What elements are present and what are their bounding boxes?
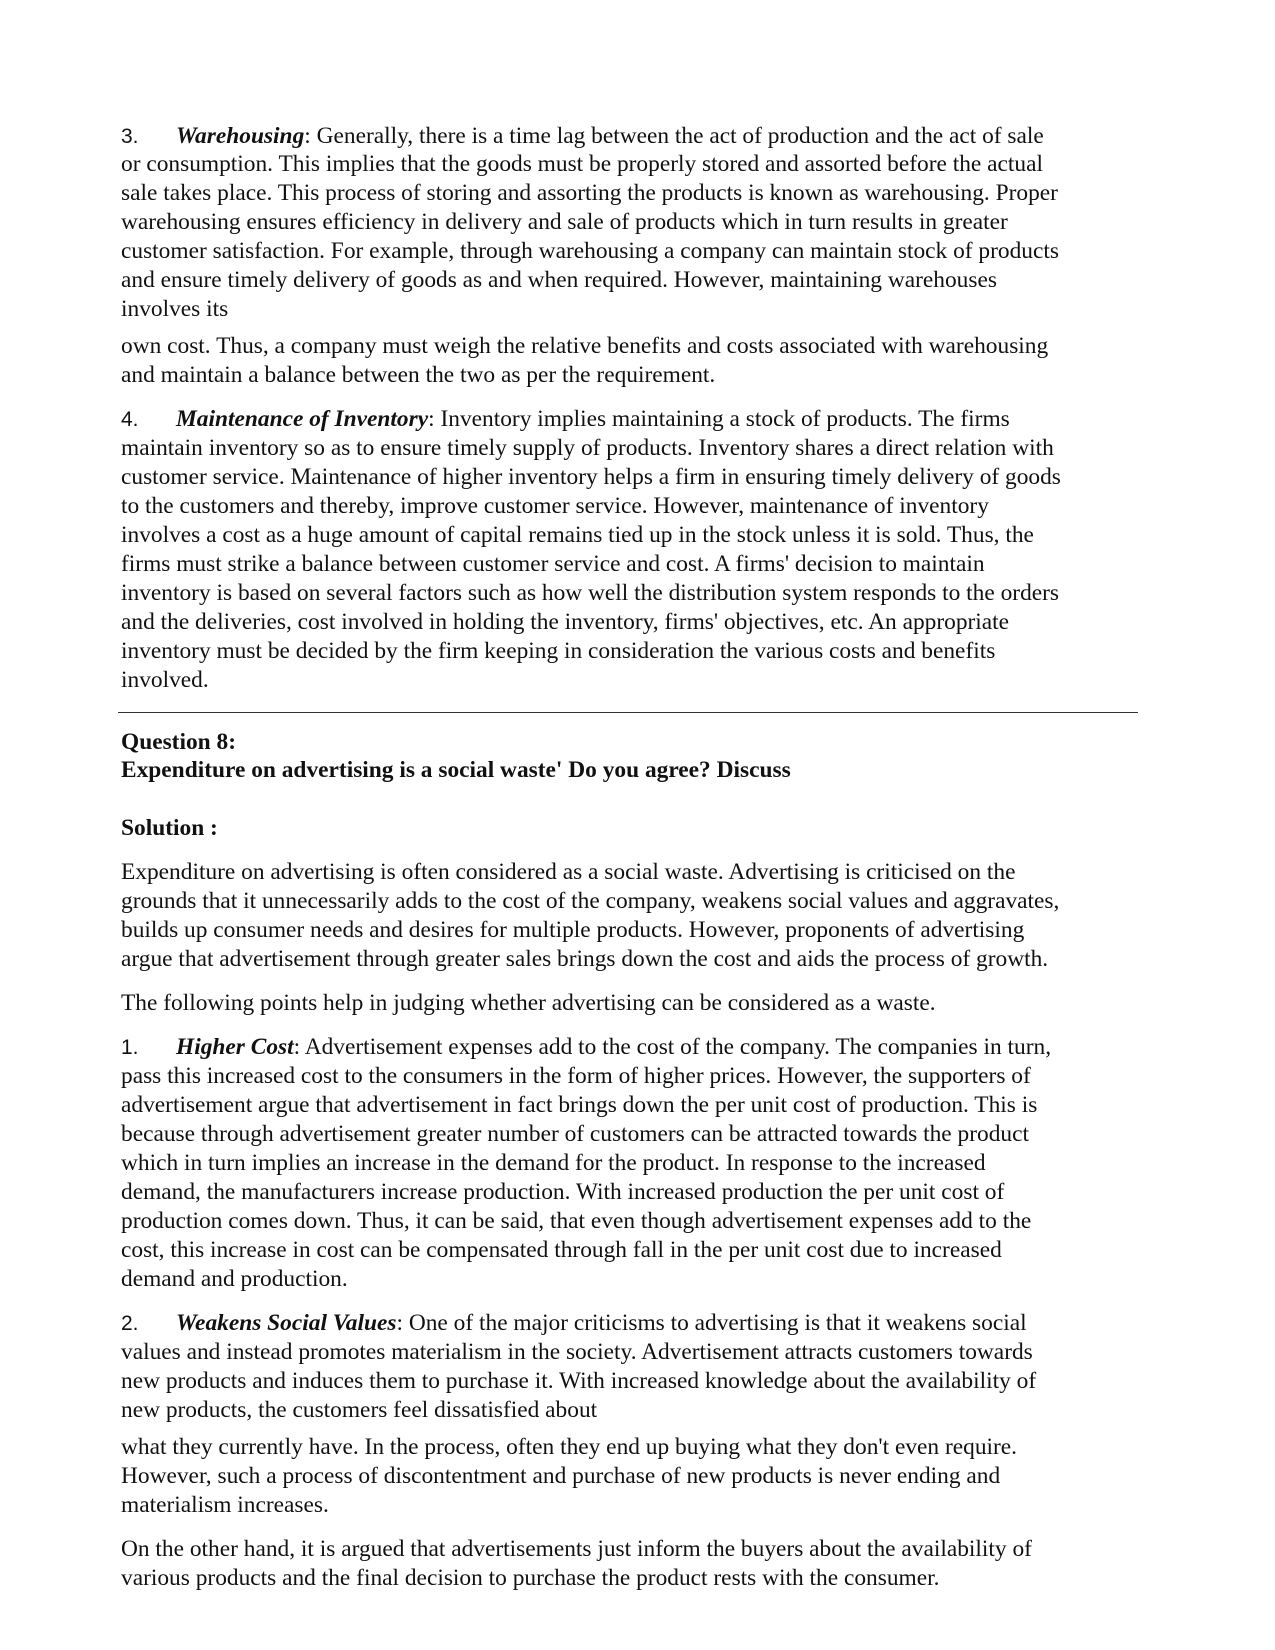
item-number: 4.	[121, 408, 139, 431]
text-line	[121, 405, 1010, 434]
line-text: cost, this increase in cost can be compensated through fall in the per unit cost due to increased	[121, 1237, 1002, 1263]
text-line	[121, 1491, 329, 1519]
item-number: 3.	[121, 125, 139, 148]
line-text: involves a cost as a huge amount of capital remains tied up in the stock unless it is sold. Thus, the	[121, 522, 1034, 548]
line-text: : One of the major criticisms to advertising is that it weakens social	[396, 1310, 1027, 1336]
heading-text: Question 8:	[121, 729, 237, 755]
text-line	[121, 122, 1044, 151]
line-text: because through advertisement greater number of customers can be attracted towards the product	[121, 1121, 1029, 1147]
line-text: However, such a process of discontentment and purchase of new products is never ending and	[121, 1463, 1001, 1489]
text-line	[121, 1149, 986, 1177]
line-text: warehousing ensures efficiency in delivery and sale of products which in turn results in greater	[121, 209, 1008, 235]
line-text: : Advertisement expenses add to the cost of the company. The companies in turn,	[293, 1034, 1052, 1060]
line-text: firms must strike a balance between customer service and cost. A firms' decision to maintain	[121, 551, 985, 577]
line-text: involves its	[121, 296, 229, 322]
line-text: and ensure timely delivery of goods as and when required. However, maintaining warehouses	[121, 267, 997, 293]
line-text: builds up consumer needs and desires for multiple products. However, proponents of advertising	[121, 917, 1025, 943]
line-text: what they currently have. In the process, often they end up buying what they don't even require.	[121, 1434, 1018, 1460]
heading-line	[121, 756, 791, 784]
line-text: to the customers and thereby, improve customer service. However, maintenance of inventory	[121, 493, 989, 519]
line-text: argue that advertisement through greater sales brings down the cost and aids the process of growth.	[121, 946, 1049, 972]
line-text: grounds that it unnecessarily adds to the cost of the company, weakens social values and aggravates,	[121, 888, 1060, 914]
text-line	[121, 1033, 1051, 1062]
text-line	[121, 332, 1048, 360]
text-line	[121, 945, 1048, 973]
text-line	[121, 1236, 1002, 1264]
line-text: Expenditure on advertising is often considered as a social waste. Advertising is criticised on the	[121, 859, 1016, 885]
line-text: demand, the manufacturers increase production. With increased production the per unit cost of	[121, 1179, 1005, 1205]
text-line	[121, 150, 1043, 178]
line-text: various products and the final decision to purchase the product rests with the consumer.	[121, 1565, 940, 1591]
text-line	[121, 208, 1008, 236]
line-text: and maintain a balance between the two as per the requirement.	[121, 362, 716, 388]
text-line	[121, 266, 997, 294]
text-line	[121, 666, 209, 694]
line-text: sale takes place. This process of storing and assorting the products is known as warehousing. Proper	[121, 180, 1058, 206]
line-text: which in turn implies an increase in the demand for the product. In response to the increased	[121, 1150, 986, 1176]
line-text: new products, the customers feel dissatisfied about	[121, 1397, 598, 1423]
text-line	[121, 1091, 1037, 1119]
text-line	[121, 858, 1015, 886]
line-text: production comes down. Thus, it can be said, that even though advertisement expenses add to the	[121, 1208, 1032, 1234]
line-text: and the deliveries, cost involved in holding the inventory, firms' objectives, etc. An appropriate	[121, 609, 1010, 635]
line-text: customer service. Maintenance of higher inventory helps a firm in ensuring timely delivery of goods	[121, 464, 1061, 490]
line-text: values and instead promotes materialism in the society. Advertisement attracts customers towards	[121, 1339, 1033, 1365]
line-text: demand and production.	[121, 1266, 348, 1292]
line-text: On the other hand, it is argued that advertisements just inform the buyers about the availability of	[121, 1536, 1032, 1562]
line-text: materialism increases.	[121, 1492, 329, 1518]
line-text: involved.	[121, 667, 209, 693]
text-line	[121, 608, 1009, 636]
text-line	[121, 1462, 1000, 1490]
line-text: inventory must be decided by the firm keeping in consideration the various costs and benefits	[121, 638, 996, 664]
text-line	[121, 1120, 1029, 1148]
text-line	[121, 1338, 1033, 1366]
line-text: maintain inventory so as to ensure timely supply of products. Inventory shares a direct relation with	[121, 435, 1054, 461]
item-title: Higher Cost	[176, 1034, 294, 1060]
text-line	[121, 1433, 1017, 1461]
line-text: : Generally, there is a time lag between the act of production and the act of sale	[304, 123, 1044, 149]
text-line	[121, 1367, 1036, 1395]
section-divider	[118, 712, 1138, 713]
line-text: The following points help in judging whether advertising can be considered as a waste.	[121, 990, 936, 1016]
line-text: new products and induces them to purchase it. With increased knowledge about the availability of	[121, 1368, 1037, 1394]
text-line	[121, 1535, 1032, 1563]
text-line	[121, 361, 715, 389]
text-line	[121, 637, 995, 665]
text-line	[121, 1062, 1031, 1090]
item-title: Maintenance of Inventory	[176, 406, 429, 432]
line-text: customer satisfaction. For example, through warehousing a company can maintain stock of products	[121, 238, 1059, 264]
text-line	[121, 1564, 939, 1592]
text-line	[121, 1265, 348, 1293]
item-title: Weakens Social Values	[176, 1310, 397, 1336]
text-line	[121, 1178, 1004, 1206]
item-title: Warehousing	[176, 123, 305, 149]
text-line	[121, 989, 936, 1017]
text-line	[121, 579, 1059, 607]
text-line	[121, 916, 1024, 944]
line-text: own cost. Thus, a company must weigh the relative benefits and costs associated with warehousing	[121, 333, 1049, 359]
text-line	[121, 295, 228, 323]
heading-line	[121, 814, 218, 842]
text-line	[121, 492, 989, 520]
heading-line	[121, 728, 236, 756]
text-line	[121, 1396, 597, 1424]
item-number: 1.	[121, 1036, 139, 1059]
line-text: or consumption. This implies that the goods must be properly stored and assorted before the actual	[121, 151, 1043, 177]
heading-text: Expenditure on advertising is a social waste' Do you agree? Discuss	[121, 757, 791, 783]
text-line	[121, 521, 1034, 549]
text-line	[121, 1207, 1031, 1235]
text-line	[121, 434, 1054, 462]
line-text: pass this increased cost to the consumers in the form of higher prices. However, the supporters of	[121, 1063, 1031, 1089]
heading-text: Solution :	[121, 815, 218, 841]
line-text: : Inventory implies maintaining a stock of products. The firms	[428, 406, 1010, 432]
text-line	[121, 1309, 1027, 1338]
text-line	[121, 179, 1058, 207]
text-line	[121, 463, 1061, 491]
line-text: advertisement argue that advertisement in fact brings down the per unit cost of production. This is	[121, 1092, 1038, 1118]
line-text: inventory is based on several factors such as how well the distribution system responds to the orders	[121, 580, 1060, 606]
item-number: 2.	[121, 1312, 139, 1335]
text-line	[121, 237, 1059, 265]
text-line	[121, 550, 985, 578]
text-line	[121, 887, 1059, 915]
